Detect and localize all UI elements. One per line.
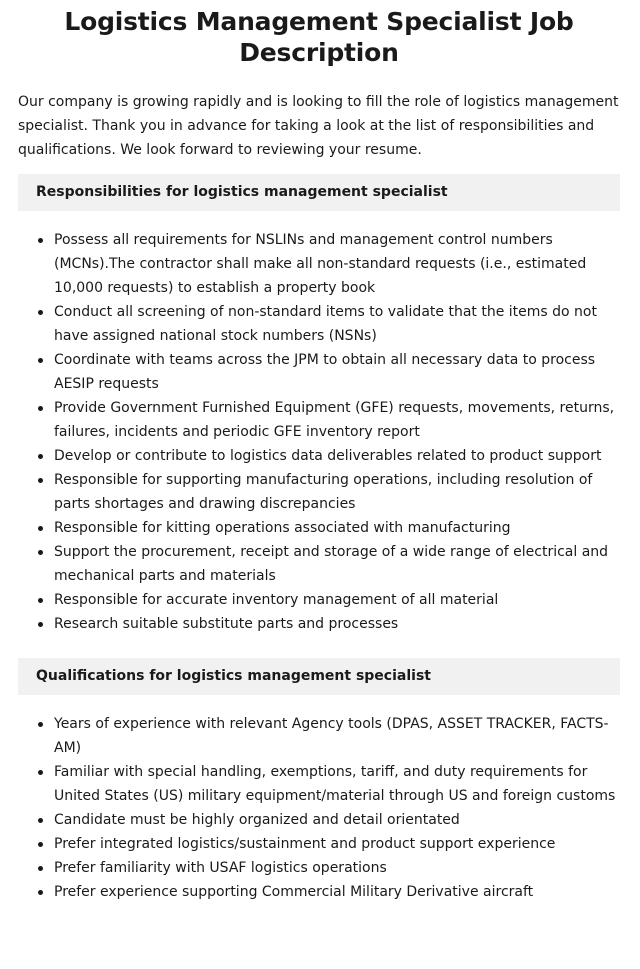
list-item: Prefer experience supporting Commercial Military Derivative aircraft bbox=[18, 880, 620, 904]
qualifications-list bbox=[18, 712, 620, 904]
list-item: Conduct all screening of non-standard items to validate that the items do not have assigned national stock numbers (NSNs) bbox=[18, 300, 620, 348]
list-item: Familiar with special handling, exemptions, tariff, and duty requirements for United States (US) military equipment/material through US and foreign customs bbox=[18, 760, 620, 808]
list-item: Responsible for accurate inventory management of all material bbox=[18, 588, 620, 612]
page-title: Logistics Management Specialist Job Description bbox=[64, 7, 574, 67]
list-item: Candidate must be highly organized and detail orientated bbox=[18, 808, 620, 832]
list-item: Coordinate with teams across the JPM to obtain all necessary data to process AESIP requests bbox=[18, 348, 620, 396]
responsibilities-heading: Responsibilities for logistics management specialist bbox=[18, 174, 620, 211]
section-gap bbox=[18, 636, 620, 658]
list-item: Develop or contribute to logistics data deliverables related to product support bbox=[18, 444, 620, 468]
list-item: Prefer integrated logistics/sustainment and product support experience bbox=[18, 832, 620, 856]
list-item: Prefer familiarity with USAF logistics operations bbox=[18, 856, 620, 880]
intro-paragraph: Our company is growing rapidly and is looking to fill the role of logistics management specialist. Thank you in advance for taking a look at the list of responsibilities and qualifications. We look forward to reviewing your resume. bbox=[18, 94, 619, 158]
list-item: Years of experience with relevant Agency tools (DPAS, ASSET TRACKER, FACTS-AM) bbox=[18, 712, 620, 760]
list-item: Support the procurement, receipt and storage of a wide range of electrical and mechanical parts and materials bbox=[18, 540, 620, 588]
list-item: Responsible for supporting manufacturing operations, including resolution of parts shortages and drawing discrepancies bbox=[18, 468, 620, 516]
qualifications-heading: Qualifications for logistics management specialist bbox=[18, 658, 620, 695]
list-item: Provide Government Furnished Equipment (GFE) requests, movements, returns, failures, incidents and periodic GFE inventory report bbox=[18, 396, 620, 444]
list-item: Possess all requirements for NSLINs and management control numbers (MCNs).The contractor shall make all non-standard requests (i.e., estimated 10,000 requests) to establish a property book bbox=[18, 228, 620, 300]
list-item: Responsible for kitting operations associated with manufacturing bbox=[18, 516, 620, 540]
responsibilities-list bbox=[18, 228, 620, 636]
list-item: Research suitable substitute parts and processes bbox=[18, 612, 620, 636]
